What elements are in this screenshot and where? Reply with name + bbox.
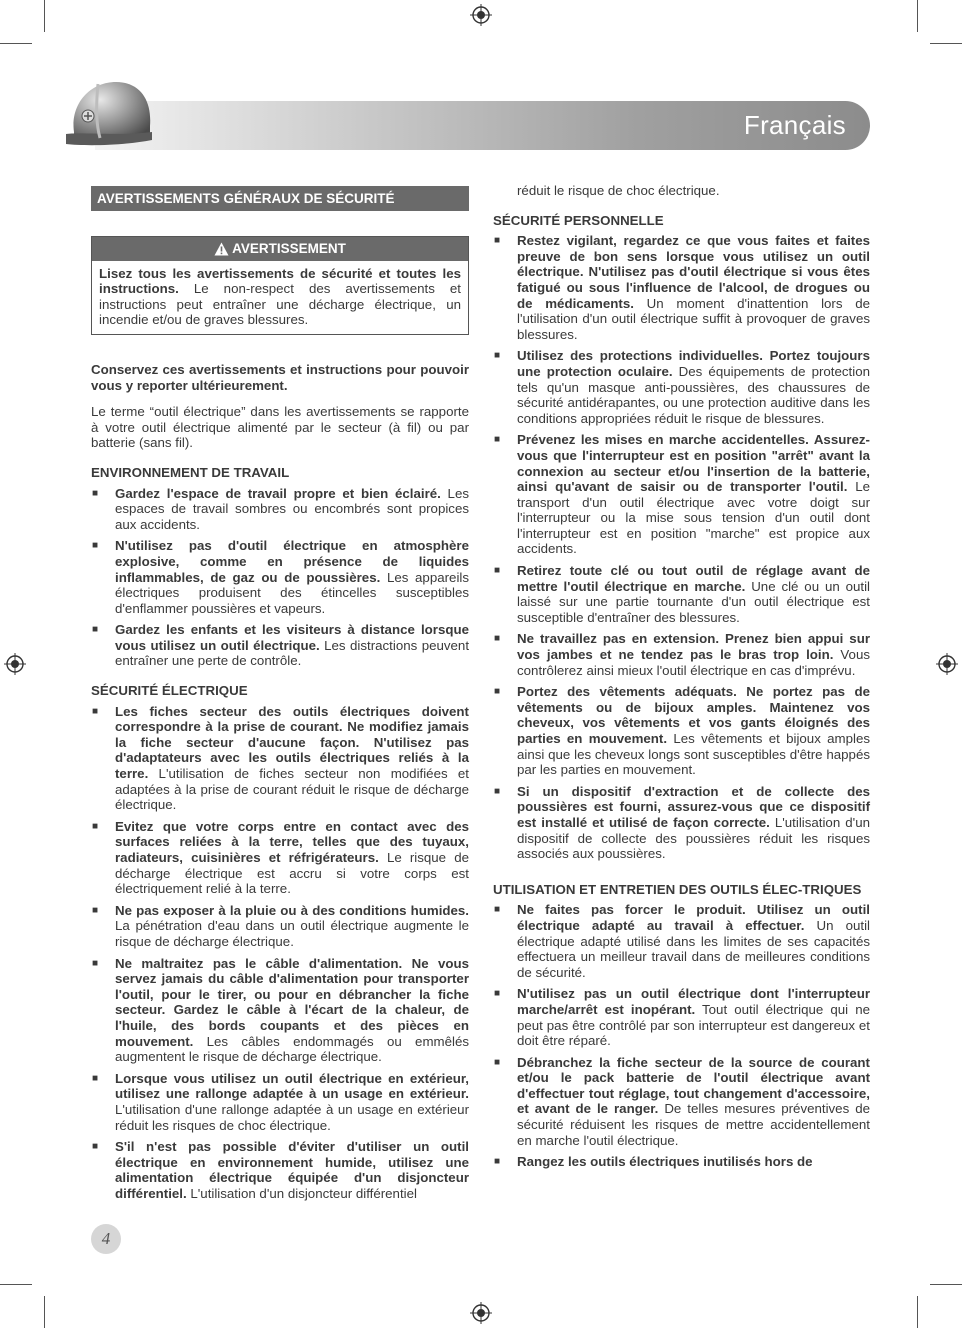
- usage-heading: UTILISATION ET ENTRETIEN DES OUTILS ÉLEC-TRIQUES: [493, 881, 862, 897]
- list-item: ■ Gardez l'espace de travail propre et bien éclairé. Les espaces de travail sombres ou encombrés sont propices aux accidents.: [92, 485, 469, 532]
- usage-list: [493, 902, 870, 1170]
- env-list: [91, 486, 469, 670]
- language-title: Français: [743, 110, 846, 140]
- right-column: [493, 183, 870, 1176]
- list-item: ■ N'utilisez pas d'outil électrique en atmosphère explosive, comme en présence de liquides inflammables, de gaz ou de poussières. Les appareils électriques produisent des étincelles susceptibles d'enflammer poussières et vapeurs.: [92, 538, 469, 616]
- list-item: ■ Utilisez des protections individuelles. Portez toujours une protection oculaire. Des équipements de protection tels qu'un masque anti-poussières, des chaussures de sécurité antidérapantes, ou une protection auditive dans les conditions appropriées réduit le risque de blessures.: [494, 348, 870, 426]
- keep-text: Conservez ces avertissements et instructions pour pouvoir vous y reporter ultérieurement.: [91, 361, 469, 393]
- list-item: ■ N'utilisez pas un outil électrique dont l'interrupteur marche/arrêt est inopérant. Tout outil électrique qui ne peut pas être contrôlé par son interrupteur est dangereux et doit être réparé.: [494, 986, 870, 1049]
- list-item: ■ Débranchez la fiche secteur de la source de courant et/ou le pack batterie de l'outil électrique avant d'effectuer tout réglage, tout changement d'accessoire, et avant de le ranger. De telles mesures préventives de sécurité réduisent les risques de mettre accidentellement en marche l'outil électrique.: [494, 1054, 870, 1148]
- warning-body: Le non-respect des avertissements et instructions peut entraîner une décharge électrique, un incendie et/ou de graves blessures.: [99, 281, 461, 328]
- warning-bold: Lisez tous les avertissements de sécurité et toutes les instructions.: [99, 265, 461, 297]
- safety-helmet-icon: [60, 74, 156, 154]
- registration-mark-icon: [470, 1302, 492, 1324]
- list-item: ■ Si un dispositif d'extraction et de collecte des poussières est fourni, assurez-vous que ce dispositif est installé et utilisé de façon correcte. L'utilisation d'un dispositif de collecte des poussières réduit les risques associés aux poussières.: [494, 783, 871, 862]
- warning-box: [91, 236, 469, 335]
- list-item: ■ Lorsque vous utilisez un outil électrique en extérieur, utilisez une rallonge adaptée à un usage en extérieur. L'utilisation d'une rallonge adaptée à un usage en extérieur réduit les risques de choc électrique.: [92, 1070, 469, 1133]
- list-item: ■ Restez vigilant, regardez ce que vous faites et faites preuve de bon sens lorsque vous utilisez un outil électrique. N'utilisez pas d'outil électrique si vous êtes fatigué ou sous l'influence de l'alcool, de drogues ou de médicaments. Un moment d'inattention lors de l'utilisation d'un outil électrique suffit à provoquer de graves blessures.: [494, 233, 870, 342]
- warning-header: [92, 237, 468, 261]
- page-number: 4: [91, 1224, 121, 1254]
- crop-mark: [917, 0, 918, 32]
- list-item: ■ Gardez les enfants et les visiteurs à distance lorsque vous utilisez un outil électrique. Les distractions peuvent entraîner une perte de contrôle.: [92, 622, 470, 669]
- keep-instructions: [91, 362, 469, 393]
- list-item: ■ Portez des vêtements adéquats. Ne portez pas de vêtements ou de bijoux amples. Maintenez vos cheveux, vos vêtements et vos gants éloignés des parties en mouvement. Les vêtements et bijoux amples ainsi que les cheveux longs sont susceptibles d'être happés par les parties en mouvement.: [494, 684, 870, 778]
- registration-mark-icon: [4, 653, 26, 675]
- list-item: ■ Retirez toute clé ou tout outil de réglage avant de mettre l'outil électrique en marche. Une clé ou un outil laissé sur une partie tournante d'un outil électrique est susceptible d'entraîner des blessures.: [494, 563, 871, 625]
- personal-list: [493, 233, 870, 862]
- elec-heading: SÉCURITÉ ÉLECTRIQUE: [91, 683, 248, 699]
- section-title: AVERTISSEMENTS GÉNÉRAUX DE SÉCURITÉ: [91, 186, 469, 211]
- registration-mark-icon: [936, 653, 958, 675]
- crop-mark: [0, 1284, 32, 1285]
- list-item: ■ Evitez que votre corps entre en contact avec des surfaces reliées à la terre, telles que des tuyaux, radiateurs, cuisinières et réfrigérateurs. Le risque de décharge électrique est accru si votre corps est électriquement relié à la terre.: [92, 818, 469, 897]
- list-item: ■ Les fiches secteur des outils électriques doivent correspondre à la prise de courant. Ne modifiez jamais la fiche secteur d'aucune façon. N'utilisez pas d'adaptateurs avec les outils électriques reliés à la terre. L'utilisation de fiches secteur non modifiées et adaptées à la prise de courant réduit le risque de décharge électrique.: [92, 703, 469, 813]
- list-item: ■ Ne pas exposer à la pluie ou à des conditions humides. La pénétration d'eau dans un outil électrique augmente le risque de décharge électrique.: [92, 902, 469, 949]
- crop-mark: [930, 1284, 962, 1285]
- intro-paragraph: Le terme “outil électrique” dans les avertissements se rapporte à votre outil électrique alimenté par le secteur (à fil) ou par batterie (sans fil).: [91, 404, 469, 451]
- left-column: [91, 180, 469, 1207]
- crop-mark: [44, 1296, 45, 1328]
- list-item: ■ Prévenez les mises en marche accidentelles. Assurez-vous que l'interrupteur est en position "arrêt" avant la connexion au secteur et/ou l'insertion de la batterie, ainsi qu'avant de saisir ou de transporter l'outil. Le transport d'un outil électrique avec votre doigt sur l'interrupteur ou la mise sous tension d'un outil dont l'interrupteur est en position "marche" est propice aux accidents.: [494, 432, 870, 557]
- crop-mark: [44, 0, 45, 32]
- crop-mark: [917, 1296, 918, 1328]
- list-item: ■ S'il n'est pas possible d'éviter d'utiliser un outil électrique en environnement humide, utilisez une alimentation électrique équipée d'un disjoncteur différentiel. L'utilisation d'un disjoncteur différentiel: [92, 1139, 469, 1201]
- personal-heading: SÉCURITÉ PERSONNELLE: [493, 212, 664, 228]
- list-item: ■ Ne travaillez pas en extension. Prenez bien appui sur vos jambes et ne tendez pas le bras trop loin. Vous contrôlerez ainsi mieux l'outil électrique en cas d'imprévu.: [494, 631, 870, 678]
- list-item: ■ Ne maltraitez pas le câble d'alimentation. Ne vous servez jamais du câble d'alimentation pour transporter l'outil, pour le tirer, ou pour en débrancher la fiche secteur. Gardez le câble à l'écart de la chaleur, de l'huile, des bords coupants et des pièces en mouvement. Les câbles endommagés ou emmêlés augmentent le risque de décharge électrique.: [92, 955, 469, 1065]
- elec-list: [91, 704, 469, 1202]
- crop-mark: [930, 43, 962, 44]
- env-heading: ENVIRONNEMENT DE TRAVAIL: [91, 464, 290, 480]
- warning-icon: [214, 242, 229, 256]
- list-item: ■ Rangez les outils électriques inutilisés hors de: [494, 1154, 813, 1170]
- registration-mark-icon: [470, 4, 492, 26]
- warning-text: [92, 261, 468, 334]
- list-item: ■ Ne faites pas forcer le produit. Utilisez un outil électrique adapté au travail à effectuer. Un outil électrique adapté utilisé dans les limites de ses capacités effectuera un meilleur travail dans de meilleures conditions de sécurité.: [494, 902, 871, 980]
- crop-mark: [0, 43, 32, 44]
- warning-label: AVERTISSEMENT: [232, 240, 346, 256]
- continuation-text: réduit le risque de choc électrique.: [517, 183, 720, 198]
- language-banner: [95, 101, 870, 150]
